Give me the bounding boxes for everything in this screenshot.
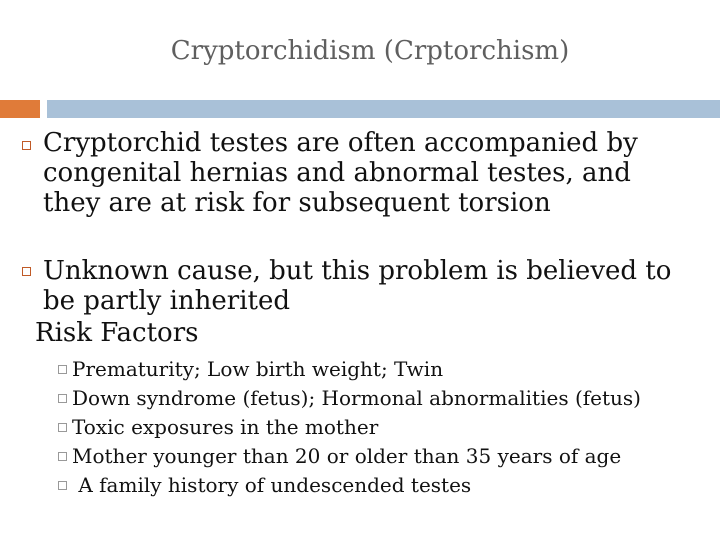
risk-factor-item [58,384,698,413]
risk-factor-text: Mother younger than 20 or older than 35 years of age [72,444,622,468]
risk-factor-item [58,442,698,471]
risk-factor-text: Prematurity; Low birth weight; Twin [72,357,444,381]
risk-factor-item [58,355,698,384]
bullet-text-1: Cryptorchid testes are often accompanied by congenital hernias and abnormal testes, and they are at risk for subsequent torsion [43,128,638,218]
risk-factor-text: A family history of undescended testes [72,473,472,497]
bullet-square-icon [22,141,31,150]
sub-bullet-square-icon [58,365,67,374]
bullet-text-2: Unknown cause, but this problem is believed to be partly inherited [43,256,672,316]
risk-factor-item [58,413,698,442]
sub-bullet-square-icon [58,452,67,461]
risk-factors-heading: Risk Factors [35,318,199,348]
risk-factor-item [58,471,698,500]
title-accent-bar-blue [47,100,720,118]
sub-bullet-square-icon [58,423,67,432]
slide-title: Cryptorchidism (Crptorchism) [170,36,570,66]
risk-factor-text: Toxic exposures in the mother [72,415,379,439]
risk-factor-text: Down syndrome (fetus); Hormonal abnormalities (fetus) [72,386,641,410]
risk-factors-list [58,355,698,500]
bullet-square-icon [22,267,31,276]
title-accent-bar-orange [0,100,40,118]
sub-bullet-square-icon [58,481,67,490]
sub-bullet-square-icon [58,394,67,403]
